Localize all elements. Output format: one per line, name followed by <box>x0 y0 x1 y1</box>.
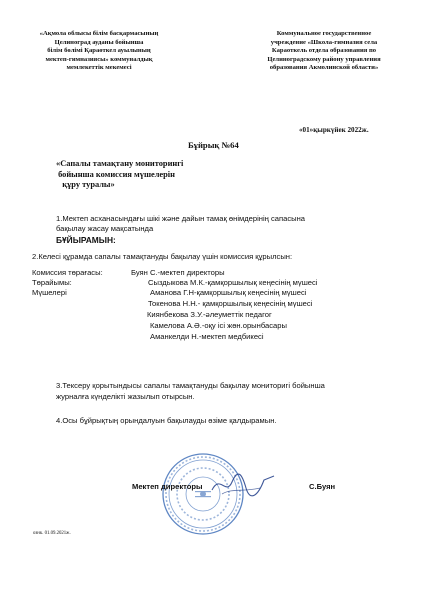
commission-secretary-label: Төрайымы: <box>32 278 72 287</box>
signature-title: Мектеп директоры <box>132 482 203 491</box>
header-right-line: Караоткель отдела образования по <box>271 47 377 55</box>
header-left-line: «Ақмола облысы білім басқармасының <box>39 30 159 37</box>
paragraph-1-line: 1.Мектеп асханасындағы шікі және дайын тамақ өнімдерінің сапасына <box>56 214 306 223</box>
header-right-line: образования Акмолинской области» <box>269 64 379 72</box>
header-right-line: учреждение «Школа-гимназия села <box>270 38 378 46</box>
paragraph-4: 4.Осы бұйрықтың орындалуын бақылауды өзіме қалдырамын. <box>56 416 277 425</box>
commission-member: Камелова А.Ә.-оқу ісі жөн.орынбасары <box>150 321 287 330</box>
header-right-line: Коммунальное государственное <box>276 30 372 37</box>
commission-chair-label: Комиссия төрағасы: <box>32 268 103 277</box>
commission-members-label: Мүшелері <box>32 288 67 297</box>
commission-member: Токенова Н.Н.- қамқоршылық кеңесінің мүшесі <box>148 299 313 308</box>
commission-member: Киянбекова З.У.-әлеуметтік педагог <box>147 310 272 319</box>
paragraph-1-line: бақылау жасау мақсатында <box>56 224 154 234</box>
paragraph-1 <box>56 214 305 234</box>
header-left-line: мемлекеттік мекемесі <box>66 64 132 72</box>
paragraph-3 <box>56 381 325 403</box>
paragraph-3-line: 3.Тексеру қорытындысы сапалы тамақтануды бақылау мониторигі бойынша <box>56 381 325 390</box>
subject-line: құру туралы» <box>56 180 115 190</box>
signature-scribble-icon <box>208 470 278 500</box>
header-right-line: Целиноградскому району управления <box>267 55 381 63</box>
header-left-line: мектеп-гимназиясы» коммуналдық <box>45 55 153 63</box>
paragraph-2: 2.Келесі құрамда сапалы тамақтануды бақылау үшін комиссия құрылсын: <box>32 252 293 261</box>
paragraph-3-line: журналға күнделікті жазылып отырсын. <box>56 391 195 401</box>
commission-member: Аманкелди Н.-мектеп медбикесі <box>150 332 264 341</box>
signature-name: С.Буян <box>309 482 336 491</box>
commission-member: Аманова Г.Н-қамқоршылық кеңесінің мүшесі <box>150 288 307 297</box>
order-word: БҰЙЫРАМЫН: <box>56 235 116 245</box>
commission-chair-value: Буян С.-мектеп директоры <box>131 268 225 277</box>
acknowledgement-footnote: ознк. 01.09.2021ж. <box>33 531 71 536</box>
subject-line: «Сапалы тамақтану мониторингі <box>56 159 184 168</box>
order-date: «01»қыркүйек 2022ж. <box>299 126 369 134</box>
header-left-line: Целиноград ауданы бойынша <box>54 38 144 46</box>
order-subject <box>56 159 183 191</box>
commission-secretary-value: Сыздыкова М.К.-қамқоршылық кеңесінің мүшесі <box>148 278 318 287</box>
header-left-line: білім бөлімі Қараөткел ауылының <box>47 47 151 55</box>
header-left-block <box>20 30 178 73</box>
header-right-block <box>244 30 404 73</box>
order-title: Бұйрық №64 <box>188 140 239 150</box>
subject-line: бойынша комиссия мүшелерін <box>56 169 175 179</box>
